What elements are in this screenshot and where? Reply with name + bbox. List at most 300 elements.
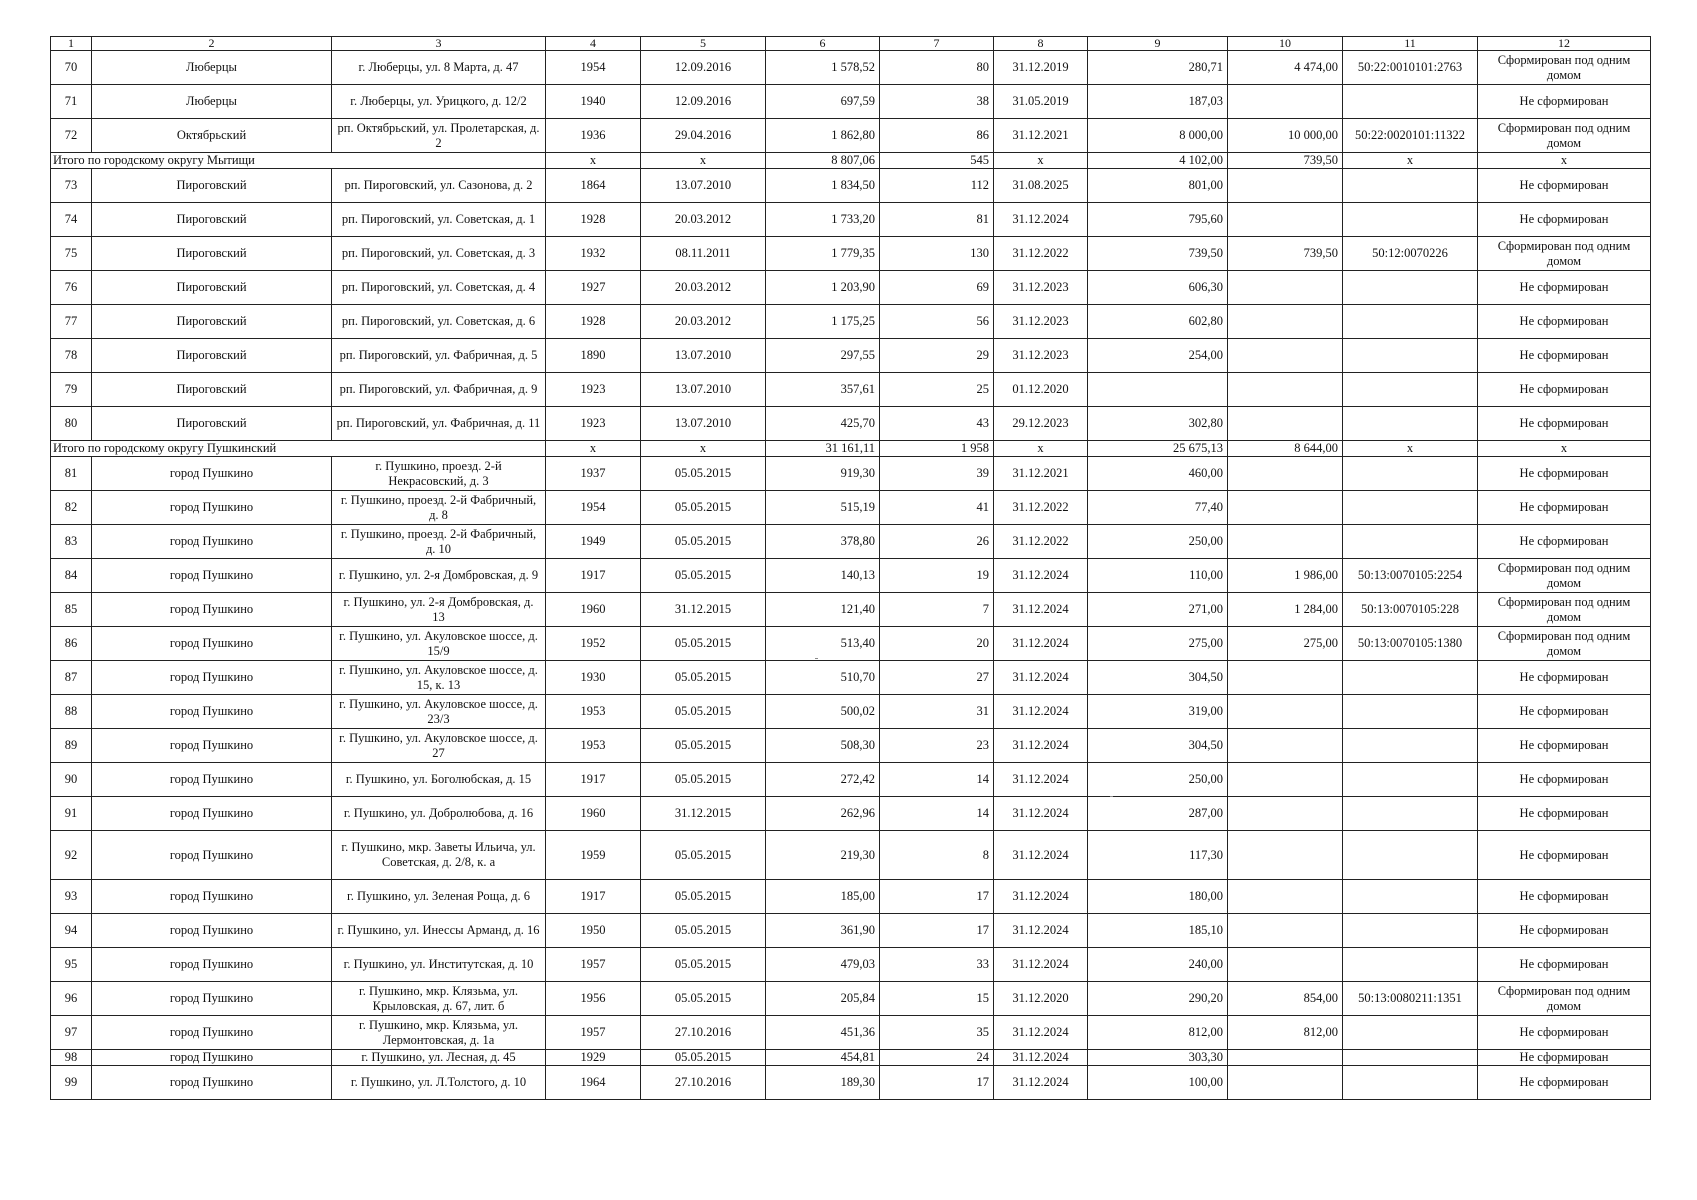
col-year-built: 1928 (546, 203, 641, 237)
col-year-built: 1956 (546, 982, 641, 1016)
col-cadastral-number (1343, 729, 1478, 763)
col-plot-status: Не сформирован (1478, 914, 1651, 948)
col-settlement: город Пушкино (92, 559, 332, 593)
col-plot-area: 1 284,00 (1228, 593, 1343, 627)
col-cadastral-number (1343, 339, 1478, 373)
col-area: 1 578,52 (766, 51, 880, 85)
col-number: 88 (51, 695, 92, 729)
col-year-built: 1940 (546, 85, 641, 119)
col-plot-area: 739,50 (1228, 237, 1343, 271)
col-settlement: Люберцы (92, 51, 332, 85)
col-planned-date: 31.12.2024 (994, 695, 1088, 729)
col-planned-date: 31.12.2024 (994, 559, 1088, 593)
col-number: 80 (51, 407, 92, 441)
col-plot-status: Не сформирован (1478, 407, 1651, 441)
subtotal-col-land-area: 25 675,13 (1088, 441, 1228, 457)
col-plot-status: Не сформирован (1478, 729, 1651, 763)
col-residents: 17 (880, 880, 994, 914)
col-recognition-date: 27.10.2016 (641, 1066, 766, 1100)
col-planned-date: 31.12.2019 (994, 51, 1088, 85)
col-plot-area: 812,00 (1228, 1016, 1343, 1050)
col-number: 81 (51, 457, 92, 491)
col-residents: 112 (880, 169, 994, 203)
col-plot-area (1228, 339, 1343, 373)
col-residents: 29 (880, 339, 994, 373)
col-cadastral-number (1343, 880, 1478, 914)
col-recognition-date: 05.05.2015 (641, 982, 766, 1016)
table-row (51, 119, 1651, 153)
col-address: г. Пушкино, ул. 2-я Домбровская, д. 13 (332, 593, 546, 627)
col-recognition-date: 29.04.2016 (641, 119, 766, 153)
table-row (51, 373, 1651, 407)
col-recognition-date: 12.09.2016 (641, 85, 766, 119)
col-plot-area (1228, 491, 1343, 525)
col-area: 205,84 (766, 982, 880, 1016)
col-plot-area (1228, 661, 1343, 695)
subtotal-col-cadastral-number: x (1343, 441, 1478, 457)
subtotal-col-land-area: 4 102,00 (1088, 153, 1228, 169)
table-row (51, 525, 1651, 559)
subtotal-col-recognition-date: x (641, 153, 766, 169)
col-residents: 15 (880, 982, 994, 1016)
col-area: 1 175,25 (766, 305, 880, 339)
table-row (51, 627, 1651, 661)
subtotal-col-plot-area: 8 644,00 (1228, 441, 1343, 457)
col-cadastral-number (1343, 169, 1478, 203)
col-address: г. Пушкино, ул. Добролюбова, д. 16 (332, 797, 546, 831)
col-planned-date: 01.12.2020 (994, 373, 1088, 407)
col-cadastral-number: 50:22:0010101:2763 (1343, 51, 1478, 85)
col-recognition-date: 05.05.2015 (641, 525, 766, 559)
col-settlement: Пироговский (92, 169, 332, 203)
col-planned-date: 31.12.2023 (994, 271, 1088, 305)
col-area: 1 779,35 (766, 237, 880, 271)
col-residents: 25 (880, 373, 994, 407)
col-residents: 27 (880, 661, 994, 695)
table-row (51, 85, 1651, 119)
header-cell-col-cadastral-number: 11 (1343, 37, 1478, 51)
subtotal-col-recognition-date: x (641, 441, 766, 457)
col-number: 75 (51, 237, 92, 271)
col-year-built: 1960 (546, 593, 641, 627)
col-cadastral-number: 50:13:0070105:228 (1343, 593, 1478, 627)
col-residents: 17 (880, 914, 994, 948)
col-plot-area: 10 000,00 (1228, 119, 1343, 153)
col-address: рп. Пироговский, ул. Советская, д. 3 (332, 237, 546, 271)
col-land-area: 250,00 (1088, 763, 1228, 797)
col-residents: 19 (880, 559, 994, 593)
col-area: 1 862,80 (766, 119, 880, 153)
subtotal-row (51, 153, 1651, 169)
col-recognition-date: 20.03.2012 (641, 271, 766, 305)
col-residents: 81 (880, 203, 994, 237)
col-residents: 8 (880, 831, 994, 880)
col-year-built: 1964 (546, 1066, 641, 1100)
col-plot-area (1228, 525, 1343, 559)
col-address: рп. Пироговский, ул. Советская, д. 4 (332, 271, 546, 305)
header-cell-col-residents: 7 (880, 37, 994, 51)
col-land-area: 304,50 (1088, 661, 1228, 695)
table-row (51, 339, 1651, 373)
col-recognition-date: 05.05.2015 (641, 1050, 766, 1066)
col-land-area: 271,00 (1088, 593, 1228, 627)
col-plot-area (1228, 797, 1343, 831)
col-planned-date: 31.12.2021 (994, 119, 1088, 153)
col-recognition-date: 05.05.2015 (641, 627, 766, 661)
col-cadastral-number (1343, 831, 1478, 880)
table-row (51, 695, 1651, 729)
col-residents: 86 (880, 119, 994, 153)
col-address: г. Пушкино, мкр. Заветы Ильича, ул. Советская, д. 2/8, к. а (332, 831, 546, 880)
col-land-area: 302,80 (1088, 407, 1228, 441)
col-recognition-date: 08.11.2011 (641, 237, 766, 271)
col-plot-status: Не сформирован (1478, 661, 1651, 695)
col-residents: 130 (880, 237, 994, 271)
col-address: г. Пушкино, ул. Акуловское шоссе, д. 15/9 (332, 627, 546, 661)
col-recognition-date: 20.03.2012 (641, 305, 766, 339)
col-land-area: 290,20 (1088, 982, 1228, 1016)
col-plot-status: Не сформирован (1478, 763, 1651, 797)
col-settlement: город Пушкино (92, 982, 332, 1016)
col-planned-date: 31.12.2020 (994, 982, 1088, 1016)
subtotal-label: Итого по городскому округу Мытищи (51, 153, 546, 169)
col-address: г. Пушкино, проезд. 2-й Некрасовский, д. 3 (332, 457, 546, 491)
col-plot-area (1228, 85, 1343, 119)
col-plot-status: Сформирован под одним домом (1478, 119, 1651, 153)
col-plot-area (1228, 880, 1343, 914)
col-area: 451,36 (766, 1016, 880, 1050)
col-cadastral-number (1343, 491, 1478, 525)
col-number: 79 (51, 373, 92, 407)
col-year-built: 1929 (546, 1050, 641, 1066)
col-settlement: город Пушкино (92, 831, 332, 880)
col-number: 74 (51, 203, 92, 237)
col-land-area: 100,00 (1088, 1066, 1228, 1100)
col-number: 85 (51, 593, 92, 627)
header-cell-col-plot-status: 12 (1478, 37, 1651, 51)
subtotal-col-year-built: x (546, 153, 641, 169)
col-cadastral-number (1343, 407, 1478, 441)
col-settlement: Пироговский (92, 407, 332, 441)
col-land-area: 602,80 (1088, 305, 1228, 339)
col-settlement: город Пушкино (92, 948, 332, 982)
col-settlement: город Пушкино (92, 491, 332, 525)
col-address: рп. Пироговский, ул. Фабричная, д. 11 (332, 407, 546, 441)
col-area: 479,03 (766, 948, 880, 982)
col-plot-area (1228, 1050, 1343, 1066)
col-plot-area (1228, 457, 1343, 491)
table-row (51, 763, 1651, 797)
col-cadastral-number (1343, 1050, 1478, 1066)
col-cadastral-number: 50:12:0070226 (1343, 237, 1478, 271)
col-area: 425,70 (766, 407, 880, 441)
table-row (51, 559, 1651, 593)
table-body (51, 37, 1651, 1100)
table-row (51, 1066, 1651, 1100)
col-recognition-date: 20.03.2012 (641, 203, 766, 237)
col-recognition-date: 31.12.2015 (641, 797, 766, 831)
col-recognition-date: 05.05.2015 (641, 661, 766, 695)
col-planned-date: 31.12.2022 (994, 237, 1088, 271)
table-row (51, 880, 1651, 914)
header-cell-col-area: 6 (766, 37, 880, 51)
col-plot-status: Не сформирован (1478, 797, 1651, 831)
col-number: 77 (51, 305, 92, 339)
col-land-area: 812,00 (1088, 1016, 1228, 1050)
col-area: 262,96 (766, 797, 880, 831)
col-settlement: Пироговский (92, 271, 332, 305)
col-plot-area (1228, 305, 1343, 339)
subtotal-col-year-built: x (546, 441, 641, 457)
col-plot-area (1228, 169, 1343, 203)
col-plot-area (1228, 1066, 1343, 1100)
col-number: 86 (51, 627, 92, 661)
col-plot-status: Сформирован под одним домом (1478, 982, 1651, 1016)
col-residents: 17 (880, 1066, 994, 1100)
col-plot-status: Не сформирован (1478, 831, 1651, 880)
col-plot-status: Не сформирован (1478, 1066, 1651, 1100)
col-address: рп. Пироговский, ул. Фабричная, д. 5 (332, 339, 546, 373)
col-plot-status: Не сформирован (1478, 203, 1651, 237)
col-year-built: 1954 (546, 491, 641, 525)
col-cadastral-number: 50:13:0070105:2254 (1343, 559, 1478, 593)
col-plot-status: Не сформирован (1478, 880, 1651, 914)
col-settlement: город Пушкино (92, 763, 332, 797)
col-settlement: Пироговский (92, 339, 332, 373)
col-land-area: 77,40 (1088, 491, 1228, 525)
table-row (51, 948, 1651, 982)
col-land-area: 180,00 (1088, 880, 1228, 914)
table-row (51, 914, 1651, 948)
col-number: 71 (51, 85, 92, 119)
table-row (51, 271, 1651, 305)
col-plot-status: Сформирован под одним домом (1478, 559, 1651, 593)
table-row (51, 1050, 1651, 1066)
col-recognition-date: 05.05.2015 (641, 559, 766, 593)
col-address: г. Пушкино, проезд. 2-й Фабричный, д. 8 (332, 491, 546, 525)
col-cadastral-number (1343, 695, 1478, 729)
subtotal-col-cadastral-number: x (1343, 153, 1478, 169)
col-plot-status: Сформирован под одним домом (1478, 237, 1651, 271)
col-land-area: 287,00 (1088, 797, 1228, 831)
col-planned-date: 31.12.2024 (994, 831, 1088, 880)
col-plot-area: 275,00 (1228, 627, 1343, 661)
col-cadastral-number: 50:13:0070105:1380 (1343, 627, 1478, 661)
col-address: г. Пушкино, ул. Зеленая Роща, д. 6 (332, 880, 546, 914)
col-recognition-date: 05.05.2015 (641, 880, 766, 914)
col-residents: 56 (880, 305, 994, 339)
col-year-built: 1950 (546, 914, 641, 948)
col-number: 95 (51, 948, 92, 982)
col-recognition-date: 31.12.2015 (641, 593, 766, 627)
col-recognition-date: 27.10.2016 (641, 1016, 766, 1050)
col-area: 140,13 (766, 559, 880, 593)
scan-speck (1110, 796, 1113, 797)
col-number: 82 (51, 491, 92, 525)
col-year-built: 1959 (546, 831, 641, 880)
col-residents: 23 (880, 729, 994, 763)
col-plot-area (1228, 948, 1343, 982)
col-planned-date: 31.12.2024 (994, 661, 1088, 695)
col-recognition-date: 12.09.2016 (641, 51, 766, 85)
subtotal-row (51, 441, 1651, 457)
subtotal-col-planned-date: x (994, 153, 1088, 169)
col-year-built: 1927 (546, 271, 641, 305)
col-address: г. Пушкино, мкр. Клязьма, ул. Крыловская, д. 67, лит. б (332, 982, 546, 1016)
col-plot-status: Не сформирован (1478, 491, 1651, 525)
col-address: г. Пушкино, ул. Акуловское шоссе, д. 23/3 (332, 695, 546, 729)
col-settlement: город Пушкино (92, 593, 332, 627)
col-planned-date: 31.12.2023 (994, 339, 1088, 373)
col-address: г. Пушкино, ул. 2-я Домбровская, д. 9 (332, 559, 546, 593)
col-land-area: 250,00 (1088, 525, 1228, 559)
col-number: 83 (51, 525, 92, 559)
col-year-built: 1952 (546, 627, 641, 661)
col-number: 98 (51, 1050, 92, 1066)
col-year-built: 1937 (546, 457, 641, 491)
col-year-built: 1930 (546, 661, 641, 695)
col-recognition-date: 05.05.2015 (641, 763, 766, 797)
table-row (51, 305, 1651, 339)
subtotal-col-plot-area: 739,50 (1228, 153, 1343, 169)
col-planned-date: 31.12.2023 (994, 305, 1088, 339)
col-planned-date: 31.05.2019 (994, 85, 1088, 119)
col-land-area: 110,00 (1088, 559, 1228, 593)
col-settlement: город Пушкино (92, 627, 332, 661)
col-settlement: Пироговский (92, 203, 332, 237)
col-cadastral-number (1343, 763, 1478, 797)
col-land-area: 460,00 (1088, 457, 1228, 491)
col-area: 500,02 (766, 695, 880, 729)
col-land-area: 303,30 (1088, 1050, 1228, 1066)
col-settlement: Пироговский (92, 305, 332, 339)
col-settlement: город Пушкино (92, 1050, 332, 1066)
col-planned-date: 31.12.2024 (994, 763, 1088, 797)
col-plot-status: Не сформирован (1478, 85, 1651, 119)
col-cadastral-number (1343, 1016, 1478, 1050)
col-land-area (1088, 373, 1228, 407)
col-plot-area (1228, 914, 1343, 948)
table-row (51, 1016, 1651, 1050)
col-settlement: Пироговский (92, 373, 332, 407)
col-number: 84 (51, 559, 92, 593)
col-area: 121,40 (766, 593, 880, 627)
col-address: рп. Октябрьский, ул. Пролетарская, д. 2 (332, 119, 546, 153)
col-settlement: город Пушкино (92, 914, 332, 948)
col-area: 272,42 (766, 763, 880, 797)
col-number: 72 (51, 119, 92, 153)
col-number: 76 (51, 271, 92, 305)
col-plot-status: Не сформирован (1478, 339, 1651, 373)
col-plot-status: Не сформирован (1478, 1016, 1651, 1050)
col-address: г. Пушкино, проезд. 2-й Фабричный, д. 10 (332, 525, 546, 559)
col-plot-status: Не сформирован (1478, 373, 1651, 407)
col-plot-area (1228, 271, 1343, 305)
col-land-area: 304,50 (1088, 729, 1228, 763)
col-cadastral-number (1343, 914, 1478, 948)
col-area: 378,80 (766, 525, 880, 559)
col-land-area: 795,60 (1088, 203, 1228, 237)
col-land-area: 280,71 (1088, 51, 1228, 85)
col-plot-area: 4 474,00 (1228, 51, 1343, 85)
col-residents: 14 (880, 763, 994, 797)
subtotal-col-area: 31 161,11 (766, 441, 880, 457)
table-row (51, 237, 1651, 271)
col-number: 93 (51, 880, 92, 914)
col-residents: 41 (880, 491, 994, 525)
col-land-area: 185,10 (1088, 914, 1228, 948)
col-plot-area (1228, 407, 1343, 441)
col-address: г. Пушкино, ул. Лесная, д. 45 (332, 1050, 546, 1066)
col-address: рп. Пироговский, ул. Фабричная, д. 9 (332, 373, 546, 407)
col-recognition-date: 05.05.2015 (641, 491, 766, 525)
col-year-built: 1949 (546, 525, 641, 559)
col-land-area: 319,00 (1088, 695, 1228, 729)
col-plot-status: Не сформирован (1478, 695, 1651, 729)
col-residents: 69 (880, 271, 994, 305)
col-year-built: 1917 (546, 880, 641, 914)
col-planned-date: 31.12.2024 (994, 627, 1088, 661)
col-area: 185,00 (766, 880, 880, 914)
table-row (51, 982, 1651, 1016)
col-planned-date: 31.12.2024 (994, 880, 1088, 914)
subtotal-col-residents: 545 (880, 153, 994, 169)
col-number: 78 (51, 339, 92, 373)
col-number: 70 (51, 51, 92, 85)
col-plot-area (1228, 203, 1343, 237)
col-cadastral-number (1343, 948, 1478, 982)
col-cadastral-number (1343, 271, 1478, 305)
col-area: 919,30 (766, 457, 880, 491)
col-address: г. Пушкино, ул. Л.Толстого, д. 10 (332, 1066, 546, 1100)
col-settlement: город Пушкино (92, 729, 332, 763)
col-recognition-date: 13.07.2010 (641, 169, 766, 203)
col-residents: 20 (880, 627, 994, 661)
col-recognition-date: 13.07.2010 (641, 373, 766, 407)
col-settlement: город Пушкино (92, 525, 332, 559)
col-planned-date: 31.12.2024 (994, 593, 1088, 627)
subtotal-col-plot-status: x (1478, 153, 1651, 169)
col-planned-date: 31.12.2024 (994, 729, 1088, 763)
col-address: г. Пушкино, ул. Акуловское шоссе, д. 15, к. 13 (332, 661, 546, 695)
subtotal-col-planned-date: x (994, 441, 1088, 457)
col-year-built: 1932 (546, 237, 641, 271)
col-area: 510,70 (766, 661, 880, 695)
header-cell-col-address: 3 (332, 37, 546, 51)
table-row (51, 831, 1651, 880)
table-row (51, 661, 1651, 695)
col-plot-area (1228, 831, 1343, 880)
col-residents: 26 (880, 525, 994, 559)
table-row (51, 51, 1651, 85)
col-number: 90 (51, 763, 92, 797)
col-year-built: 1960 (546, 797, 641, 831)
col-year-built: 1917 (546, 763, 641, 797)
col-recognition-date: 05.05.2015 (641, 457, 766, 491)
col-plot-area: 854,00 (1228, 982, 1343, 1016)
col-area: 1 203,90 (766, 271, 880, 305)
col-cadastral-number (1343, 797, 1478, 831)
col-recognition-date: 05.05.2015 (641, 914, 766, 948)
col-residents: 35 (880, 1016, 994, 1050)
col-cadastral-number (1343, 661, 1478, 695)
col-residents: 14 (880, 797, 994, 831)
col-settlement: Октябрьский (92, 119, 332, 153)
col-year-built: 1890 (546, 339, 641, 373)
header-cell-col-number: 1 (51, 37, 92, 51)
col-address: г. Люберцы, ул. 8 Марта, д. 47 (332, 51, 546, 85)
subtotal-col-area: 8 807,06 (766, 153, 880, 169)
